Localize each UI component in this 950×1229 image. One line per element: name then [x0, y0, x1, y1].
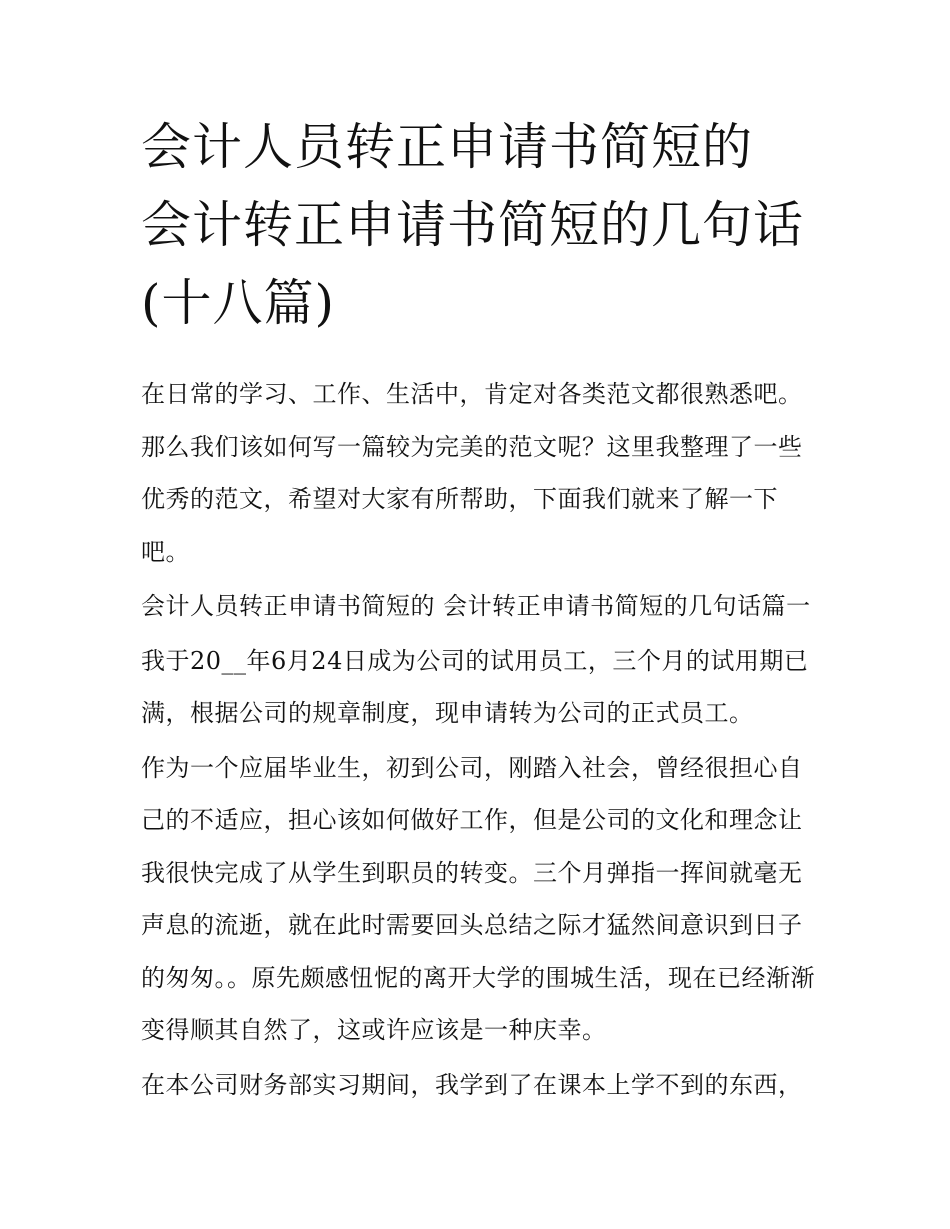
body-paragraph: 作为一个应届毕业生，初到公司，刚踏入社会，曾经很担心自己的不适应，担心该如何做好工作，但是公司的文化和理念让我很快完成了从学生到职员的转变。三个月弹指一挥间就毫无声息的流逝，就在此时需要回头总结之际才猛然间意识到日子的匆匆。。原先颇感忸怩的离开大学的围城生活，现在已经渐渐变得顺其自然了，这或许应该是一种庆幸。 — [141, 753, 815, 1044]
intro-paragraph: 在日常的学习、工作、生活中，肯定对各类范文都很熟悉吧。那么我们该如何写一篇较为完美的范文呢？这里我整理了一些优秀的范文，希望对大家有所帮助，下面我们就来了解一下吧。 — [141, 380, 803, 566]
body-paragraph: 在本公司财务部实习期间，我学到了在课本上学不到的东西， — [141, 1070, 803, 1099]
document-page — [141, 108, 816, 1113]
document-body — [141, 368, 816, 1111]
body-paragraph: 我于20__年6月24日成为公司的试用员工，三个月的试用期已满，根据公司的规章制度，现申请转为公司的正式员工。 — [141, 646, 809, 727]
section-heading: 会计人员转正申请书简短的 会计转正申请书简短的几句话篇一 — [141, 592, 811, 620]
document-title: 会计人员转正申请书简短的 会计转正申请书简短的几句话(十八篇) — [141, 118, 804, 332]
